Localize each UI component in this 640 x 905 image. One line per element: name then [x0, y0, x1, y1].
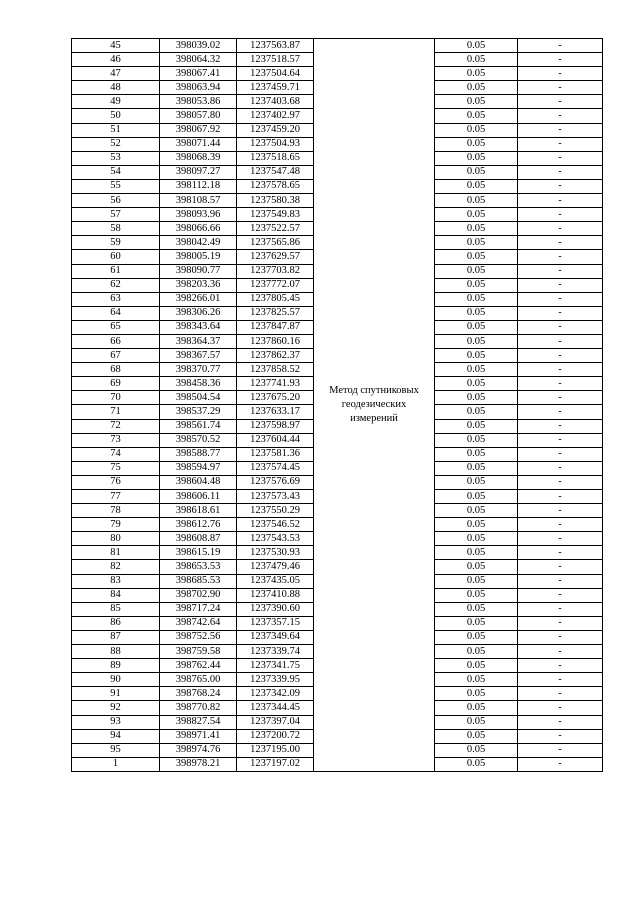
x-coordinate-cell: 398067.92 — [160, 123, 237, 137]
y-coordinate-cell: 1237546.52 — [237, 518, 314, 532]
point-number-cell: 68 — [72, 363, 160, 377]
y-coordinate-cell: 1237504.93 — [237, 137, 314, 151]
point-number-cell: 58 — [72, 222, 160, 236]
point-number-cell: 91 — [72, 687, 160, 701]
x-coordinate-cell: 398039.02 — [160, 39, 237, 53]
note-cell: - — [518, 490, 603, 504]
accuracy-cell: 0.05 — [435, 151, 518, 165]
accuracy-cell: 0.05 — [435, 433, 518, 447]
x-coordinate-cell: 398071.44 — [160, 137, 237, 151]
y-coordinate-cell: 1237344.45 — [237, 701, 314, 715]
point-number-cell: 45 — [72, 39, 160, 53]
note-cell: - — [518, 151, 603, 165]
note-cell: - — [518, 687, 603, 701]
note-cell: - — [518, 81, 603, 95]
accuracy-cell: 0.05 — [435, 194, 518, 208]
note-cell: - — [518, 560, 603, 574]
x-coordinate-cell: 398053.86 — [160, 95, 237, 109]
y-coordinate-cell: 1237390.60 — [237, 602, 314, 616]
point-number-cell: 72 — [72, 419, 160, 433]
accuracy-cell: 0.05 — [435, 405, 518, 419]
y-coordinate-cell: 1237547.48 — [237, 165, 314, 179]
point-number-cell: 51 — [72, 123, 160, 137]
point-number-cell: 90 — [72, 673, 160, 687]
point-number-cell: 54 — [72, 165, 160, 179]
point-number-cell: 60 — [72, 250, 160, 264]
x-coordinate-cell: 398064.32 — [160, 53, 237, 67]
y-coordinate-cell: 1237598.97 — [237, 419, 314, 433]
accuracy-cell: 0.05 — [435, 616, 518, 630]
point-number-cell: 64 — [72, 306, 160, 320]
accuracy-cell: 0.05 — [435, 250, 518, 264]
note-cell: - — [518, 616, 603, 630]
note-cell: - — [518, 137, 603, 151]
y-coordinate-cell: 1237578.65 — [237, 179, 314, 193]
x-coordinate-cell: 398343.64 — [160, 320, 237, 334]
y-coordinate-cell: 1237518.57 — [237, 53, 314, 67]
accuracy-cell: 0.05 — [435, 208, 518, 222]
y-coordinate-cell: 1237772.07 — [237, 278, 314, 292]
x-coordinate-cell: 398653.53 — [160, 560, 237, 574]
y-coordinate-cell: 1237565.86 — [237, 236, 314, 250]
accuracy-cell: 0.05 — [435, 659, 518, 673]
x-coordinate-cell: 398604.48 — [160, 475, 237, 489]
accuracy-cell: 0.05 — [435, 729, 518, 743]
note-cell: - — [518, 278, 603, 292]
x-coordinate-cell: 398594.97 — [160, 461, 237, 475]
x-coordinate-cell: 398005.19 — [160, 250, 237, 264]
point-number-cell: 61 — [72, 264, 160, 278]
x-coordinate-cell: 398066.66 — [160, 222, 237, 236]
y-coordinate-cell: 1237858.52 — [237, 363, 314, 377]
accuracy-cell: 0.05 — [435, 574, 518, 588]
point-number-cell: 65 — [72, 320, 160, 334]
point-number-cell: 70 — [72, 391, 160, 405]
point-number-cell: 74 — [72, 447, 160, 461]
x-coordinate-cell: 398615.19 — [160, 546, 237, 560]
x-coordinate-cell: 398570.52 — [160, 433, 237, 447]
point-number-cell: 47 — [72, 67, 160, 81]
note-cell: - — [518, 518, 603, 532]
x-coordinate-cell: 398097.27 — [160, 165, 237, 179]
accuracy-cell: 0.05 — [435, 222, 518, 236]
accuracy-cell: 0.05 — [435, 757, 518, 771]
note-cell: - — [518, 179, 603, 193]
y-coordinate-cell: 1237573.43 — [237, 490, 314, 504]
y-coordinate-cell: 1237410.88 — [237, 588, 314, 602]
accuracy-cell: 0.05 — [435, 560, 518, 574]
accuracy-cell: 0.05 — [435, 532, 518, 546]
point-number-cell: 59 — [72, 236, 160, 250]
y-coordinate-cell: 1237563.87 — [237, 39, 314, 53]
x-coordinate-cell: 398768.24 — [160, 687, 237, 701]
note-cell: - — [518, 250, 603, 264]
x-coordinate-cell: 398108.57 — [160, 194, 237, 208]
y-coordinate-cell: 1237543.53 — [237, 532, 314, 546]
x-coordinate-cell: 398068.39 — [160, 151, 237, 165]
point-number-cell: 92 — [72, 701, 160, 715]
point-number-cell: 78 — [72, 504, 160, 518]
point-number-cell: 76 — [72, 475, 160, 489]
note-cell: - — [518, 447, 603, 461]
x-coordinate-cell: 398042.49 — [160, 236, 237, 250]
note-cell: - — [518, 67, 603, 81]
y-coordinate-cell: 1237629.57 — [237, 250, 314, 264]
x-coordinate-cell: 398827.54 — [160, 715, 237, 729]
y-coordinate-cell: 1237357.15 — [237, 616, 314, 630]
y-coordinate-cell: 1237604.44 — [237, 433, 314, 447]
y-coordinate-cell: 1237518.65 — [237, 151, 314, 165]
note-cell: - — [518, 377, 603, 391]
point-number-cell: 52 — [72, 137, 160, 151]
note-cell: - — [518, 532, 603, 546]
x-coordinate-cell: 398537.29 — [160, 405, 237, 419]
x-coordinate-cell: 398266.01 — [160, 292, 237, 306]
accuracy-cell: 0.05 — [435, 630, 518, 644]
y-coordinate-cell: 1237550.29 — [237, 504, 314, 518]
y-coordinate-cell: 1237862.37 — [237, 349, 314, 363]
x-coordinate-cell: 398618.61 — [160, 504, 237, 518]
x-coordinate-cell: 398608.87 — [160, 532, 237, 546]
coordinates-table — [71, 38, 603, 772]
accuracy-cell: 0.05 — [435, 349, 518, 363]
y-coordinate-cell: 1237197.02 — [237, 757, 314, 771]
point-number-cell: 88 — [72, 645, 160, 659]
point-number-cell: 63 — [72, 292, 160, 306]
accuracy-cell: 0.05 — [435, 165, 518, 179]
point-number-cell: 81 — [72, 546, 160, 560]
point-number-cell: 71 — [72, 405, 160, 419]
x-coordinate-cell: 398063.94 — [160, 81, 237, 95]
note-cell: - — [518, 109, 603, 123]
x-coordinate-cell: 398367.57 — [160, 349, 237, 363]
point-number-cell: 84 — [72, 588, 160, 602]
y-coordinate-cell: 1237459.71 — [237, 81, 314, 95]
x-coordinate-cell: 398057.80 — [160, 109, 237, 123]
note-cell: - — [518, 504, 603, 518]
x-coordinate-cell: 398770.82 — [160, 701, 237, 715]
point-number-cell: 69 — [72, 377, 160, 391]
x-coordinate-cell: 398090.77 — [160, 264, 237, 278]
x-coordinate-cell: 398765.00 — [160, 673, 237, 687]
x-coordinate-cell: 398203.36 — [160, 278, 237, 292]
point-number-cell: 80 — [72, 532, 160, 546]
point-number-cell: 79 — [72, 518, 160, 532]
note-cell: - — [518, 264, 603, 278]
note-cell: - — [518, 701, 603, 715]
note-cell: - — [518, 208, 603, 222]
x-coordinate-cell: 398717.24 — [160, 602, 237, 616]
accuracy-cell: 0.05 — [435, 687, 518, 701]
note-cell: - — [518, 743, 603, 757]
note-cell: - — [518, 461, 603, 475]
point-number-cell: 57 — [72, 208, 160, 222]
x-coordinate-cell: 398067.41 — [160, 67, 237, 81]
y-coordinate-cell: 1237522.57 — [237, 222, 314, 236]
x-coordinate-cell: 398364.37 — [160, 334, 237, 348]
point-number-cell: 89 — [72, 659, 160, 673]
accuracy-cell: 0.05 — [435, 490, 518, 504]
y-coordinate-cell: 1237341.75 — [237, 659, 314, 673]
accuracy-cell: 0.05 — [435, 67, 518, 81]
coordinates-table-body — [72, 39, 603, 772]
x-coordinate-cell: 398702.90 — [160, 588, 237, 602]
note-cell: - — [518, 433, 603, 447]
y-coordinate-cell: 1237342.09 — [237, 687, 314, 701]
accuracy-cell: 0.05 — [435, 95, 518, 109]
x-coordinate-cell: 398762.44 — [160, 659, 237, 673]
y-coordinate-cell: 1237633.17 — [237, 405, 314, 419]
y-coordinate-cell: 1237581.36 — [237, 447, 314, 461]
accuracy-cell: 0.05 — [435, 137, 518, 151]
point-number-cell: 46 — [72, 53, 160, 67]
point-number-cell: 93 — [72, 715, 160, 729]
y-coordinate-cell: 1237741.93 — [237, 377, 314, 391]
y-coordinate-cell: 1237339.95 — [237, 673, 314, 687]
point-number-cell: 66 — [72, 334, 160, 348]
y-coordinate-cell: 1237675.20 — [237, 391, 314, 405]
y-coordinate-cell: 1237349.64 — [237, 630, 314, 644]
note-cell: - — [518, 630, 603, 644]
y-coordinate-cell: 1237703.82 — [237, 264, 314, 278]
x-coordinate-cell: 398612.76 — [160, 518, 237, 532]
accuracy-cell: 0.05 — [435, 278, 518, 292]
note-cell: - — [518, 39, 603, 53]
accuracy-cell: 0.05 — [435, 588, 518, 602]
y-coordinate-cell: 1237530.93 — [237, 546, 314, 560]
accuracy-cell: 0.05 — [435, 39, 518, 53]
point-number-cell: 82 — [72, 560, 160, 574]
note-cell: - — [518, 574, 603, 588]
x-coordinate-cell: 398561.74 — [160, 419, 237, 433]
note-cell: - — [518, 475, 603, 489]
note-cell: - — [518, 123, 603, 137]
point-number-cell: 50 — [72, 109, 160, 123]
table-row — [72, 39, 603, 53]
note-cell: - — [518, 588, 603, 602]
x-coordinate-cell: 398978.21 — [160, 757, 237, 771]
accuracy-cell: 0.05 — [435, 123, 518, 137]
point-number-cell: 87 — [72, 630, 160, 644]
note-cell: - — [518, 236, 603, 250]
accuracy-cell: 0.05 — [435, 602, 518, 616]
accuracy-cell: 0.05 — [435, 53, 518, 67]
note-cell: - — [518, 165, 603, 179]
x-coordinate-cell: 398971.41 — [160, 729, 237, 743]
note-cell: - — [518, 95, 603, 109]
x-coordinate-cell: 398759.58 — [160, 645, 237, 659]
x-coordinate-cell: 398306.26 — [160, 306, 237, 320]
x-coordinate-cell: 398685.53 — [160, 574, 237, 588]
note-cell: - — [518, 673, 603, 687]
x-coordinate-cell: 398588.77 — [160, 447, 237, 461]
note-cell: - — [518, 715, 603, 729]
note-cell: - — [518, 546, 603, 560]
y-coordinate-cell: 1237195.00 — [237, 743, 314, 757]
y-coordinate-cell: 1237402.97 — [237, 109, 314, 123]
point-number-cell: 62 — [72, 278, 160, 292]
accuracy-cell: 0.05 — [435, 109, 518, 123]
y-coordinate-cell: 1237805.45 — [237, 292, 314, 306]
note-cell: - — [518, 363, 603, 377]
accuracy-cell: 0.05 — [435, 179, 518, 193]
accuracy-cell: 0.05 — [435, 645, 518, 659]
y-coordinate-cell: 1237549.83 — [237, 208, 314, 222]
point-number-cell: 94 — [72, 729, 160, 743]
y-coordinate-cell: 1237435.05 — [237, 574, 314, 588]
accuracy-cell: 0.05 — [435, 701, 518, 715]
x-coordinate-cell: 398112.18 — [160, 179, 237, 193]
note-cell: - — [518, 645, 603, 659]
point-number-cell: 85 — [72, 602, 160, 616]
point-number-cell: 95 — [72, 743, 160, 757]
accuracy-cell: 0.05 — [435, 419, 518, 433]
point-number-cell: 49 — [72, 95, 160, 109]
y-coordinate-cell: 1237860.16 — [237, 334, 314, 348]
accuracy-cell: 0.05 — [435, 504, 518, 518]
x-coordinate-cell: 398974.76 — [160, 743, 237, 757]
note-cell: - — [518, 222, 603, 236]
note-cell: - — [518, 334, 603, 348]
point-number-cell: 83 — [72, 574, 160, 588]
x-coordinate-cell: 398606.11 — [160, 490, 237, 504]
accuracy-cell: 0.05 — [435, 292, 518, 306]
accuracy-cell: 0.05 — [435, 715, 518, 729]
note-cell: - — [518, 349, 603, 363]
note-cell: - — [518, 602, 603, 616]
point-number-cell: 55 — [72, 179, 160, 193]
point-number-cell: 77 — [72, 490, 160, 504]
y-coordinate-cell: 1237397.04 — [237, 715, 314, 729]
x-coordinate-cell: 398752.56 — [160, 630, 237, 644]
note-cell: - — [518, 306, 603, 320]
point-number-cell: 73 — [72, 433, 160, 447]
accuracy-cell: 0.05 — [435, 673, 518, 687]
accuracy-cell: 0.05 — [435, 391, 518, 405]
y-coordinate-cell: 1237200.72 — [237, 729, 314, 743]
x-coordinate-cell: 398504.54 — [160, 391, 237, 405]
accuracy-cell: 0.05 — [435, 461, 518, 475]
note-cell: - — [518, 53, 603, 67]
x-coordinate-cell: 398093.96 — [160, 208, 237, 222]
x-coordinate-cell: 398458.36 — [160, 377, 237, 391]
point-number-cell: 67 — [72, 349, 160, 363]
point-number-cell: 56 — [72, 194, 160, 208]
accuracy-cell: 0.05 — [435, 475, 518, 489]
accuracy-cell: 0.05 — [435, 236, 518, 250]
note-cell: - — [518, 757, 603, 771]
y-coordinate-cell: 1237825.57 — [237, 306, 314, 320]
point-number-cell: 1 — [72, 757, 160, 771]
accuracy-cell: 0.05 — [435, 334, 518, 348]
y-coordinate-cell: 1237847.87 — [237, 320, 314, 334]
note-cell: - — [518, 320, 603, 334]
accuracy-cell: 0.05 — [435, 447, 518, 461]
point-number-cell: 86 — [72, 616, 160, 630]
accuracy-cell: 0.05 — [435, 743, 518, 757]
point-number-cell: 53 — [72, 151, 160, 165]
y-coordinate-cell: 1237576.69 — [237, 475, 314, 489]
note-cell: - — [518, 405, 603, 419]
note-cell: - — [518, 292, 603, 306]
note-cell: - — [518, 659, 603, 673]
accuracy-cell: 0.05 — [435, 363, 518, 377]
y-coordinate-cell: 1237504.64 — [237, 67, 314, 81]
point-number-cell: 75 — [72, 461, 160, 475]
note-cell: - — [518, 729, 603, 743]
note-cell: - — [518, 194, 603, 208]
note-cell: - — [518, 391, 603, 405]
accuracy-cell: 0.05 — [435, 546, 518, 560]
point-number-cell: 48 — [72, 81, 160, 95]
y-coordinate-cell: 1237479.46 — [237, 560, 314, 574]
accuracy-cell: 0.05 — [435, 264, 518, 278]
y-coordinate-cell: 1237459.20 — [237, 123, 314, 137]
x-coordinate-cell: 398742.64 — [160, 616, 237, 630]
accuracy-cell: 0.05 — [435, 320, 518, 334]
note-cell: - — [518, 419, 603, 433]
y-coordinate-cell: 1237403.68 — [237, 95, 314, 109]
measurement-method-cell: Метод спутниковых геодезических измерений — [314, 39, 435, 772]
y-coordinate-cell: 1237580.38 — [237, 194, 314, 208]
y-coordinate-cell: 1237339.74 — [237, 645, 314, 659]
x-coordinate-cell: 398370.77 — [160, 363, 237, 377]
accuracy-cell: 0.05 — [435, 377, 518, 391]
accuracy-cell: 0.05 — [435, 306, 518, 320]
accuracy-cell: 0.05 — [435, 81, 518, 95]
accuracy-cell: 0.05 — [435, 518, 518, 532]
y-coordinate-cell: 1237574.45 — [237, 461, 314, 475]
